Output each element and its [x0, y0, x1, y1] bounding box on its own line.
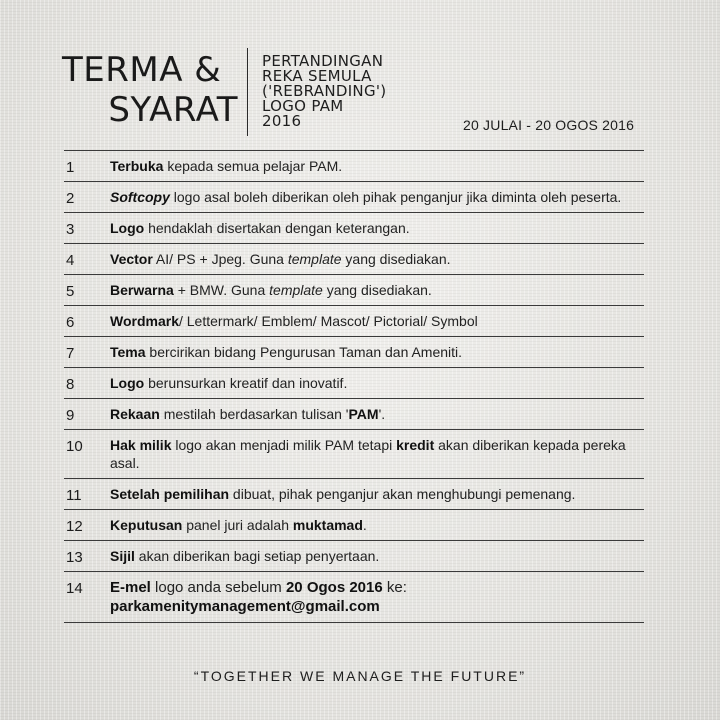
rule-text-segment: PAM: [348, 406, 379, 422]
rule-text: [110, 188, 644, 206]
rule-text-segment: Setelah pemilihan: [110, 486, 230, 502]
rule-number: 12: [66, 518, 83, 535]
rule-text-segment: logo anda sebelum: [150, 579, 286, 596]
rule-text-segment: Hak milik: [110, 437, 172, 453]
date-range: 20 JULAI - 20 OGOS 2016: [463, 117, 635, 133]
rule-number: 13: [66, 549, 83, 566]
rule-text-segment: Keputusan: [110, 517, 183, 533]
rule-text-segment: Vector: [110, 251, 153, 267]
rule-row: [64, 367, 644, 398]
rule-row: [64, 181, 644, 212]
rule-number: 5: [66, 283, 75, 300]
rule-text: [110, 312, 644, 330]
rule-text: [110, 485, 644, 503]
rule-row: [64, 150, 644, 181]
rule-text: [110, 343, 644, 361]
rule-text-segment: Logo: [110, 220, 145, 236]
rule-row: [64, 274, 644, 305]
rule-text-segment: bercirikan bidang Pengurusan Taman dan Ameniti.: [145, 344, 463, 360]
rule-number: 1: [66, 159, 75, 176]
rule-number: 4: [66, 252, 75, 269]
rule-row: [64, 429, 644, 478]
rule-number: 8: [66, 376, 75, 393]
subtitle-line: REKA SEMULA: [262, 67, 372, 85]
rule-text-segment: Softcopy: [110, 189, 170, 205]
rule-text-segment: template: [287, 251, 342, 267]
rule-text: [110, 405, 644, 423]
rule-text-segment: Tema: [110, 344, 146, 360]
rule-text-segment: Logo: [110, 375, 145, 391]
subtitle-line: 2016: [262, 112, 302, 130]
rule-text-segment: Sijil: [110, 548, 135, 564]
rule-text-segment: akan diberikan bagi setiap penyertaan.: [134, 548, 380, 564]
rule-text-segment: logo asal boleh diberikan oleh pihak penganjur jika diminta oleh peserta.: [169, 189, 622, 205]
rule-number: 10: [66, 438, 83, 455]
rule-text-segment: yang disediakan.: [341, 251, 451, 267]
rule-text-segment: E-mel: [110, 579, 151, 596]
competition-subtitle: [262, 54, 386, 129]
rule-text-segment: panel juri adalah: [182, 517, 293, 533]
rule-text: [110, 547, 644, 565]
rule-text-segment: ke:: [382, 579, 407, 596]
title-ampersand: &: [194, 50, 222, 90]
rule-number: 9: [66, 407, 75, 424]
rule-text: [110, 436, 644, 472]
rule-text-segment: Wordmark: [110, 313, 179, 329]
rule-text-segment: dibuat, pihak penganjur akan menghubungi pemenang.: [229, 486, 576, 502]
subtitle-line: ('REBRANDING'): [262, 82, 387, 100]
rule-text-segment: kredit: [396, 437, 435, 453]
header: [0, 0, 720, 150]
subtitle-line: LOGO PAM: [262, 97, 344, 115]
rule-text-segment: yang disediakan.: [322, 282, 432, 298]
rule-text-segment: 20 Ogos 2016: [285, 579, 383, 596]
rule-text-segment: '.: [378, 406, 386, 422]
rule-text: [110, 250, 644, 268]
subtitle-line: PERTANDINGAN: [262, 52, 384, 70]
rule-text-segment: Terbuka: [110, 158, 164, 174]
rule-text-segment: / Lettermark/ Emblem/ Mascot/ Pictorial/ Symbol: [178, 313, 478, 329]
rule-row: [64, 243, 644, 274]
rule-text: [110, 219, 644, 237]
footer-tagline: “TOGETHER WE MANAGE THE FUTURE”: [193, 668, 527, 684]
page-title: [62, 50, 242, 130]
rule-row: [64, 509, 644, 540]
rule-text: [110, 281, 644, 299]
title-divider: [247, 48, 248, 136]
rule-number: 7: [66, 345, 75, 362]
rule-text-segment: + BMW. Guna: [173, 282, 270, 298]
title-line-syarat: SYARAT: [108, 90, 238, 130]
rule-row: [64, 478, 644, 509]
rule-text-segment: hendaklah disertakan dengan keterangan.: [144, 220, 410, 236]
rule-text-segment: Berwarna: [110, 282, 174, 298]
rule-text-segment: Rekaan: [110, 406, 160, 422]
rule-text-segment: .: [362, 517, 367, 533]
rule-row: [64, 540, 644, 571]
rule-row: [64, 212, 644, 243]
rule-text: [110, 516, 644, 534]
rule-text: [110, 374, 644, 392]
rule-text-segment: berunsurkan kreatif dan inovatif.: [144, 375, 348, 391]
rule-row: [64, 571, 644, 623]
rule-text-segment: parkamenitymanagement@gmail.com: [110, 598, 380, 615]
rule-text: [110, 578, 644, 616]
rule-text-segment: akan diberikan kepada pereka asal.: [110, 437, 626, 471]
rules-list: [64, 150, 644, 623]
rule-row: [64, 336, 644, 367]
rule-number: 2: [66, 190, 75, 207]
rule-row: [64, 305, 644, 336]
rule-text-segment: logo akan menjadi milik PAM tetapi: [171, 437, 397, 453]
rule-text: [110, 157, 644, 175]
title-line-terma: TERMA: [62, 50, 183, 90]
rule-text-segment: AI/ PS + Jpeg. Guna: [152, 251, 288, 267]
rule-text-segment: kepada semua pelajar PAM.: [163, 158, 343, 174]
rule-row: [64, 398, 644, 429]
rule-number: 6: [66, 314, 75, 331]
rule-number: 3: [66, 221, 75, 238]
rule-text-segment: muktamad: [292, 517, 363, 533]
rule-number: 14: [66, 580, 83, 597]
rule-number: 11: [66, 487, 82, 504]
rule-text-segment: mestilah berdasarkan tulisan ': [159, 406, 349, 422]
rule-text-segment: template: [269, 282, 323, 298]
